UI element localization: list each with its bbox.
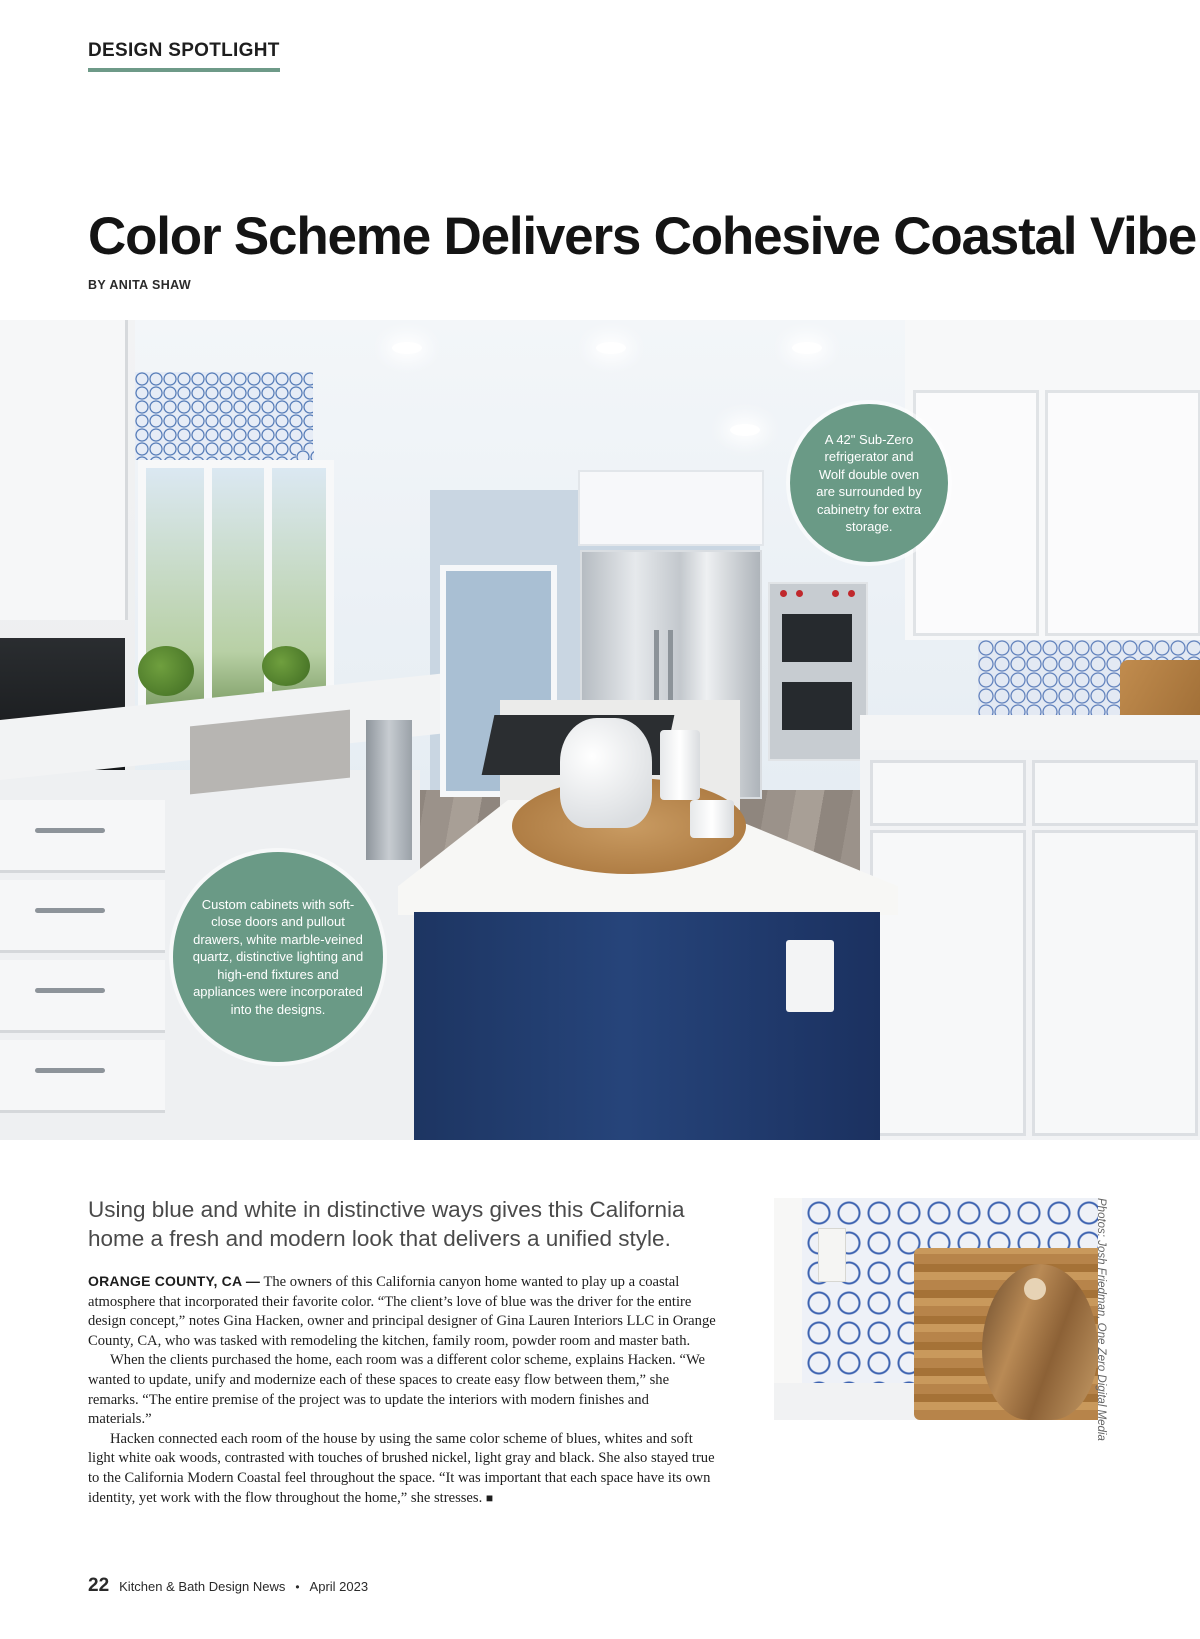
end-mark: ■: [485, 1490, 494, 1505]
window-tile-trim: [135, 372, 313, 460]
right-lower-cabinets: [860, 750, 1200, 1140]
cutting-boards-photo: [774, 1198, 1098, 1420]
paragraph-3-text: Hacken connected each room of the house by using the same color scheme of blues, whites and soft light white oak woods, contrasted with touches of brushed nickel, light gray and black. She also stayed true to the California Modern Coastal feel throughout the space. “It was important that each space have its own identity, yet work with the flow throughout the home,” she stresses.: [88, 1430, 715, 1506]
recessed-light: [596, 342, 626, 354]
board-handle-hole: [1024, 1278, 1046, 1300]
white-pitcher: [560, 718, 652, 828]
paragraph-3: [88, 1430, 716, 1508]
photo-credit: Photos: Josh Friedman, One Zero Digital Media: [1095, 1198, 1107, 1441]
hero-kitchen-photo: [0, 320, 1200, 1140]
byline: BY ANITA SHAW: [88, 278, 192, 292]
callout-refrigerator: [790, 404, 948, 562]
right-countertop: [860, 715, 1200, 753]
footer: [88, 1575, 368, 1597]
potted-plant: [138, 646, 194, 696]
recessed-light: [792, 342, 822, 354]
paragraph-1-text: The owners of this California canyon home wanted to play up a coastal atmosphere that incorporated their favorite color. “The client’s love of blue was the driver for the entire design concept,” notes Gina Hacken, owner and principal designer of Gina Lauren Interiors LLC in Orange County, CA, who was tasked with remodeling the kitchen, family room, powder room and master bath.: [88, 1274, 716, 1349]
footer-separator: •: [295, 1580, 300, 1594]
issue-date: April 2023: [309, 1579, 369, 1594]
callout-refrigerator-text: A 42" Sub-Zero refrigerator and Wolf double oven are surrounded by cabinetry for extra storage.: [816, 431, 922, 534]
right-upper-cabinets: [905, 320, 1200, 640]
recessed-light: [392, 342, 422, 354]
electrical-outlet: [786, 940, 834, 1012]
ceramic-cup: [690, 800, 734, 838]
dateline: ORANGE COUNTY, CA —: [88, 1273, 261, 1289]
outlet: [818, 1228, 846, 1282]
paragraph-2: When the clients purchased the home, each room was a different color scheme, explains Hacken. “We wanted to update, unify and modernize each of these spaces to create easy flow between them,” she remarks. “The entire premise of the project was to update the interiors with modern finishes and materials.”: [88, 1352, 706, 1428]
publication-name: Kitchen & Bath Design News: [119, 1579, 286, 1594]
dishwasher: [366, 720, 412, 860]
recessed-light: [730, 424, 760, 436]
headline: Color Scheme Delivers Cohesive Coastal Vibe: [88, 207, 1197, 266]
potted-plant: [262, 646, 310, 686]
paragraph-1: [88, 1272, 716, 1351]
ceramic-cup: [660, 730, 700, 800]
double-oven: [768, 582, 868, 761]
article-body: [88, 1272, 716, 1508]
deck: Using blue and white in distinctive ways gives this California home a fresh and modern look that delivers a unified style.: [88, 1197, 685, 1251]
upper-cabinet: [578, 470, 764, 546]
section-tag: DESIGN SPOTLIGHT: [88, 40, 280, 72]
page-number: 22: [88, 1575, 110, 1596]
glass-upper-cabinet: [0, 320, 128, 620]
callout-cabinets-text: Custom cabinets with soft-close doors and pullout drawers, white marble-veined quartz, distinctive lighting and high-end fixtures and appliances were incorporated into the designs.: [192, 896, 364, 1017]
callout-cabinets: [173, 852, 383, 1062]
